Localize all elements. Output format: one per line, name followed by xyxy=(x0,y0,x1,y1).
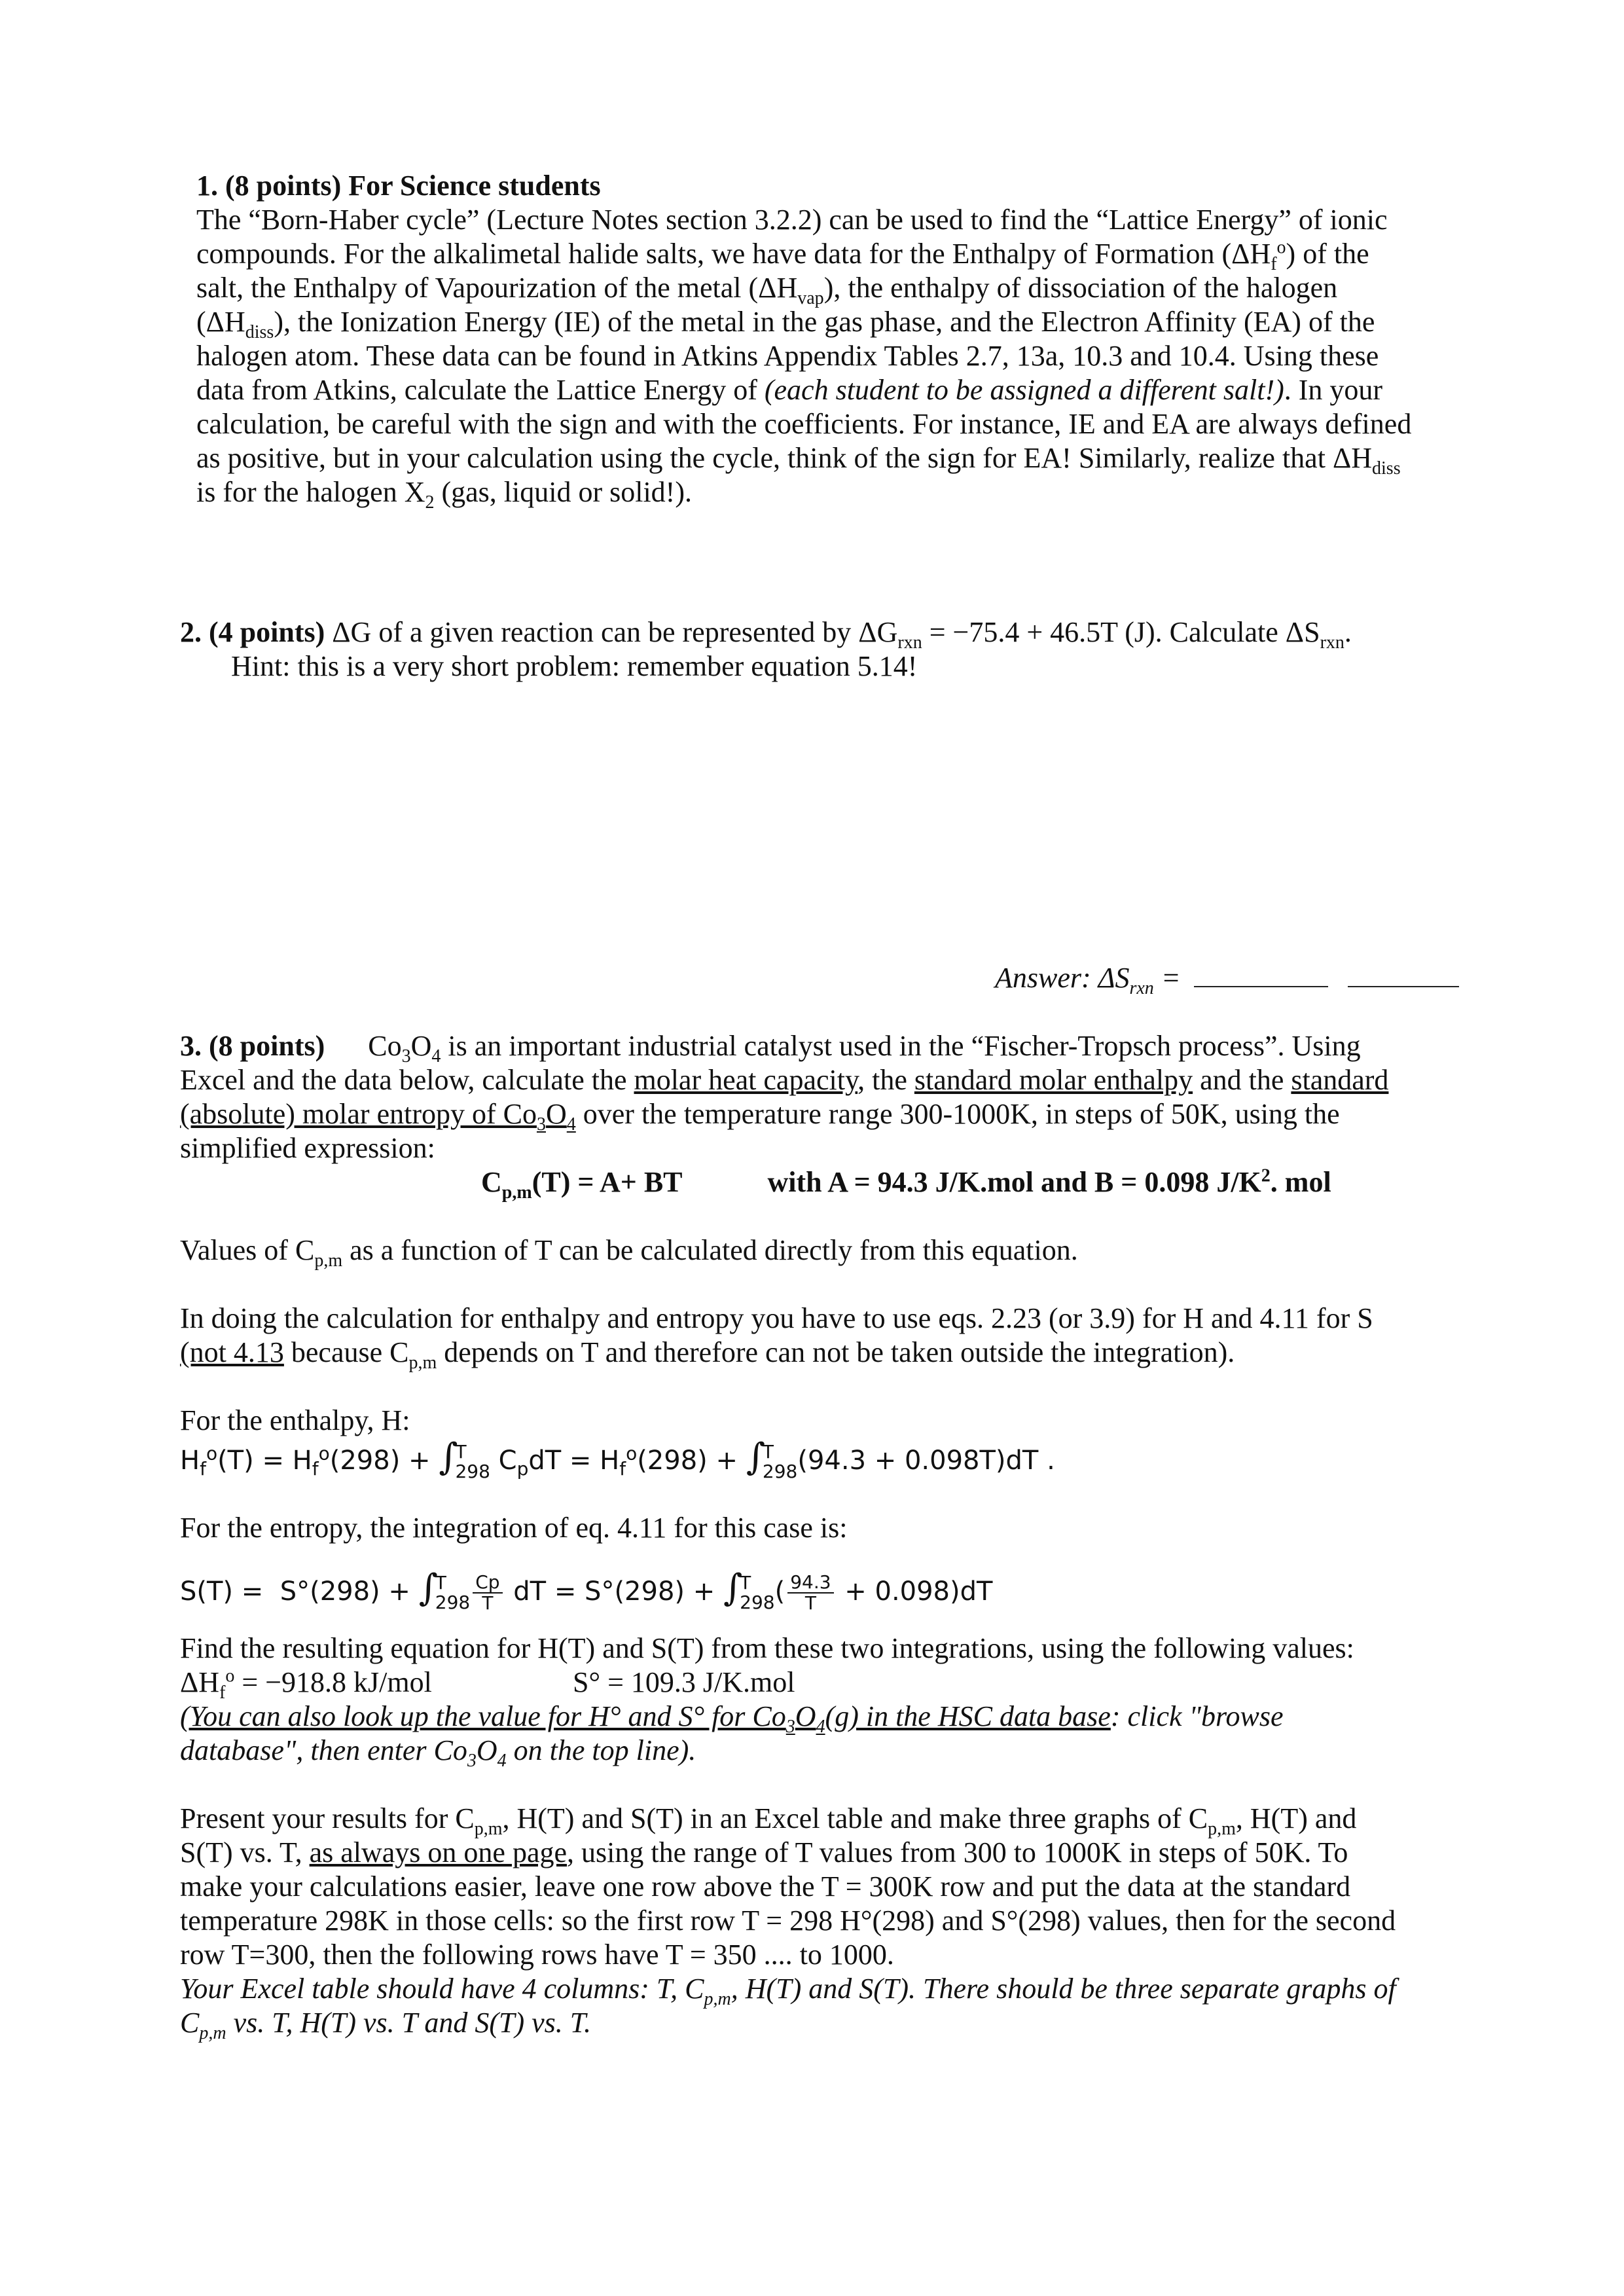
q2-answer: Answer: $\Delta S_{rxn}$ = xyxy=(995,961,1459,994)
q3-line-4: simplified expression: xyxy=(180,1132,435,1164)
q1-line-1: The “Born-Haber cycle” (Lecture Notes section 3.2.2) can be used to find the “Lattice Energy” of ionic xyxy=(196,204,1388,236)
entropy-equation: S(T) = S°(298) + ∫ T 298 $\frac{Cp}{T}$ dT = S°(298) + ∫ T 298 ( $\frac{94.3}{T}$ + 0.098)dT xyxy=(180,1567,993,1614)
calc-text-2: (not 4.13 because $C_{p,m}$ depends on T and therefore can not be taken outside the integration). xyxy=(180,1336,1235,1373)
answer-units-blank[interactable] xyxy=(1348,961,1459,987)
q2-hint: Hint: this is a very short problem: remember equation 5.14! xyxy=(231,650,918,682)
q1-line-4: $(\Delta H_{diss})$, the Ionization Energy (IE) of the metal in the gas phase, and the Electron Affinity (EA) of the xyxy=(196,306,1375,342)
values-text: Values of $C_{p,m}$ as a function of T can be calculated directly from this equation. xyxy=(180,1234,1078,1271)
present-4: temperature 298K in those cells: so the first row T = 298 H°(298) and S°(298) values, then for the second xyxy=(180,1904,1396,1937)
q3-line-3: (absolute) molar entropy of $Co_3O_4$ over the temperature range 300-1000K, in steps of 50K, using the xyxy=(180,1098,1340,1135)
find-text: Find the resulting equation for H(T) and S(T) from these two integrations, using the following values: xyxy=(180,1632,1354,1664)
question-3 xyxy=(180,1029,1476,2043)
q1-heading: 1. (8 points) For Science students xyxy=(196,170,601,202)
entropy-label: For the entropy, the integration of eq. 4.11 for this case is: xyxy=(180,1512,848,1544)
enthalpy-equation: $H_f^o(T) = H_f^o(298)$ + ∫ T 298 $C_pdT = H_f^o(298)$ + ∫ T 298 (94.3 + 0.098T)dT . xyxy=(180,1436,1055,1482)
q1-line-8: as positive, but in your calculation using the cycle, think of the sign for EA! Similarly, realize that $\Delta H_{diss}$ xyxy=(196,442,1401,479)
question-1 xyxy=(196,169,1479,513)
q1-line-6: data from Atkins, calculate the Lattice Energy of (each student to be assigned a different salt!). In your xyxy=(196,374,1383,406)
q2-statement: 2. (4 points) ΔG of a given reaction can be represented by $\Delta G_{rxn} = -75.4 + 46.5T$ (J). Calculate $\Delta S_{rxn}$. xyxy=(180,616,1352,653)
q1-line-2: compounds. For the alkalimetal halide salts, we have data for the Enthalpy of Formation $(\Delta H_f^o)$ of the xyxy=(196,237,1369,274)
present-2: S(T) vs. T, as always on one page, using the range of T values from 300 to 1000K in steps of 50K. To xyxy=(180,1836,1348,1868)
present-3: make your calculations easier, leave one row above the T = 300K row and put the data at the standard xyxy=(180,1870,1351,1903)
q1-line-5: halogen atom. These data can be found in Atkins Appendix Tables 2.7, 13a, 10.3 and 10.4. Using these xyxy=(196,340,1379,372)
present-7: $C_{p,m}$ vs. T, H(T) vs. T and S(T) vs. T. xyxy=(180,2007,591,2043)
calc-text-1: In doing the calculation for enthalpy and entropy you have to use eqs. 2.23 (or 3.9) for H and 4.11 for S xyxy=(180,1302,1373,1334)
given-values: $\Delta H_f^o = -918.8$ kJ/mol S° = 109.3 J/K.mol xyxy=(180,1666,795,1703)
q3-intro: 3. (8 points) $Co_3O_4$ is an important industrial catalyst used in the “Fischer-Tropsch process”. Using xyxy=(180,1030,1361,1066)
enthalpy-label: For the enthalpy, H: xyxy=(180,1404,410,1436)
q3-line-2: Excel and the data below, calculate the molar heat capacity, the standard molar enthalpy and the standard xyxy=(180,1064,1389,1096)
question-2 xyxy=(180,615,1463,683)
present-6: Your Excel table should have 4 columns: T, $C_{p,m}$, H(T) and S(T). There should be three separate graphs of xyxy=(180,1973,1396,2009)
q1-line-7: calculation, be careful with the sign and with the coefficients. For instance, IE and EA are always defined xyxy=(196,408,1412,440)
present-5: row T=300, then the following rows have T = 350 .... to 1000. xyxy=(180,1939,894,1971)
answer-blank[interactable] xyxy=(1194,961,1328,987)
cp-expression: $C_{p,m}(T) = A+$ BT with A = 94.3 J/K.mol and B = 0.098 $J/K^2$. mol xyxy=(481,1165,1331,1203)
hsc-note-1: (You can also look up the value for H° and S° for $Co_3O_4(g)$ in the HSC data base: click "browse xyxy=(180,1700,1284,1737)
q1-line-9: is for the halogen $X_2$ (gas, liquid or solid!). xyxy=(196,476,692,513)
q1-line-3: salt, the Enthalpy of Vapourization of the metal $(\Delta H_{vap})$, the enthalpy of dissociation of the halogen xyxy=(196,272,1338,308)
present-1: Present your results for $C_{p,m}$, H(T) and S(T) in an Excel table and make three graphs of $C_{p,m}$, H(T) and xyxy=(180,1802,1357,1839)
hsc-note-2: database", then enter $Co_3O_4$ on the top line). xyxy=(180,1734,696,1771)
